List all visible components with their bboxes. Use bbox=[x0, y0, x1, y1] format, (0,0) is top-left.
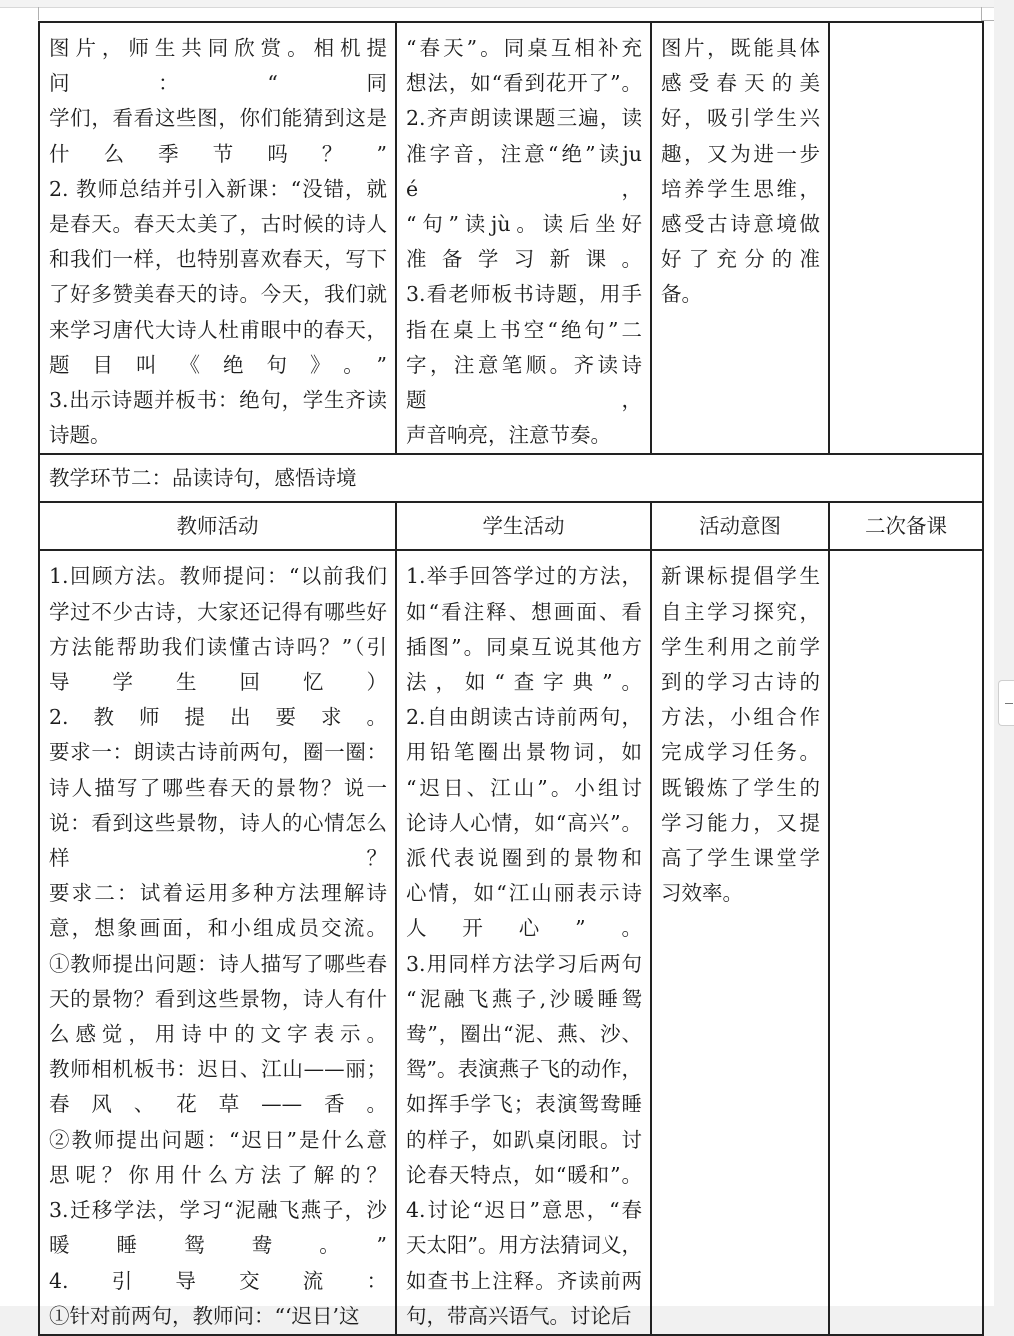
text-line: 2.自由朗读古诗前两句， bbox=[406, 705, 642, 730]
text-line: 图片，师生共同欣赏。相机提问：“同 bbox=[49, 36, 387, 96]
table-row-intro bbox=[39, 22, 983, 454]
text-line: 2.齐声朗读课题三遍，读 bbox=[406, 106, 642, 131]
text-line: 暖睡鸳鸯。” bbox=[49, 1233, 387, 1258]
section-title[interactable]: 教学环节二：品读诗句，感悟诗境 bbox=[39, 454, 983, 502]
text-line: “迟日、江山”。小组讨 bbox=[406, 775, 642, 800]
text-line: 4.讨论“迟日”意思，“春 bbox=[406, 1198, 642, 1223]
text-line: ①针对前两句，教师问：“‘迟日’这 bbox=[49, 1303, 360, 1328]
text-line: 方法，小组合作 bbox=[661, 705, 820, 730]
cell-student-activity-intro[interactable] bbox=[396, 22, 651, 454]
table-row-main bbox=[39, 550, 983, 1334]
text-line: 3.迁移学法，学习“泥融飞燕子，沙 bbox=[49, 1198, 387, 1223]
text-line: 样？ bbox=[49, 846, 387, 871]
text-line: ②教师提出问题：“迟日”是什么意 bbox=[49, 1127, 387, 1152]
text-line: 诗人描写了哪些春天的景物？说一 bbox=[49, 775, 387, 800]
page-top-gap bbox=[0, 0, 994, 8]
text-line: 了好多赞美春天的诗。今天，我们就 bbox=[49, 282, 387, 307]
text-line: 要求一：朗读古诗前两句，圈一圈： bbox=[49, 740, 387, 765]
text-line: “句”读jù。读后坐好 bbox=[406, 212, 642, 237]
table-row-section-title bbox=[39, 454, 983, 502]
text-line: 完成学习任务。 bbox=[661, 740, 820, 765]
text-line: 4.引导交流： bbox=[49, 1268, 387, 1293]
text-line: 学习能力，又提 bbox=[661, 810, 820, 835]
text-line: 如挥手学飞；表演鸳鸯睡 bbox=[406, 1092, 642, 1117]
text-line: 学过不少古诗，大家还记得有哪些好 bbox=[49, 599, 387, 624]
text-line: 用铅笔圈出景物词，如 bbox=[406, 740, 642, 765]
text-line: 心情，如“江山丽表示诗 bbox=[406, 881, 642, 906]
text-line: 字，注意笔顺。齐读诗题， bbox=[406, 352, 642, 413]
cell-student-activity-main[interactable] bbox=[396, 550, 651, 1334]
text-line: 说：看到这些景物，诗人的心情怎么 bbox=[49, 810, 387, 835]
text-line: 么感觉，用诗中的文字表示。 bbox=[49, 1022, 387, 1047]
cell-teacher-activity-intro[interactable] bbox=[39, 22, 396, 454]
page-corner-mark-right bbox=[981, 7, 982, 20]
text-line: 1.举手回答学过的方法， bbox=[406, 564, 642, 589]
text-line: 思呢？你用什么方法了解的？ bbox=[49, 1162, 387, 1187]
text-line: 诗题。 bbox=[49, 423, 111, 448]
text-line: 句，带高兴语气。讨论后 bbox=[406, 1303, 632, 1328]
text-line: 学们，看看这些图，你们能猜到这是 bbox=[49, 106, 387, 131]
text-line: 教师相机板书：迟日、江山——丽； bbox=[49, 1057, 387, 1082]
text-line: 到的学习古诗的 bbox=[661, 670, 820, 695]
text-line: 3.用同样方法学习后两句 bbox=[406, 951, 642, 976]
text-line: 天太阳”。用方法猜词义， bbox=[406, 1233, 642, 1258]
text-line: 1.回顾方法。教师提问：“以前我们 bbox=[49, 564, 387, 589]
text-line: 新课标提倡学生 bbox=[661, 564, 820, 589]
text-line: 题目叫《绝句》。” bbox=[49, 352, 387, 377]
text-line: 准备学习新课。 bbox=[406, 247, 642, 272]
text-line: 自主学习探究， bbox=[661, 599, 820, 624]
lesson-plan-table bbox=[38, 21, 984, 1336]
text-line: 2.教师提出要求。 bbox=[49, 705, 387, 730]
text-line: 趣，又为进一步 bbox=[661, 141, 820, 166]
text-line: 好，吸引学生兴 bbox=[661, 106, 820, 131]
text-line: 春风、花草——香。 bbox=[49, 1092, 387, 1117]
text-line: 好了充分的准 bbox=[661, 247, 820, 272]
text-line: 天的景物？看到这些景物，诗人有什 bbox=[49, 986, 387, 1011]
header-second-prep: 二次备课 bbox=[829, 502, 983, 550]
table-row-headers bbox=[39, 502, 983, 550]
text-line: 鸯”，圈出“泥、燕、沙、 bbox=[406, 1022, 642, 1047]
cell-teacher-activity-main[interactable] bbox=[39, 550, 396, 1334]
text-line: 3.出示诗题并板书：绝句，学生齐读 bbox=[49, 388, 387, 413]
text-line: 习效率。 bbox=[661, 881, 743, 906]
text-line: 派代表说圈到的景物和 bbox=[406, 846, 642, 871]
text-line: 准字音，注意“绝”读jué， bbox=[406, 141, 642, 201]
text-line: 插图”。同桌互说其他方 bbox=[406, 634, 642, 659]
side-panel-toggle-button[interactable] bbox=[998, 680, 1014, 726]
text-line: 想法，如“看到花开了”。 bbox=[406, 71, 642, 96]
text-line: 3.看老师板书诗题，用手 bbox=[406, 282, 642, 307]
text-line: 图片，既能具体 bbox=[661, 36, 820, 60]
text-line: 声音响亮，注意节奏。 bbox=[406, 423, 611, 448]
text-line: 感受古诗意境做 bbox=[661, 212, 820, 237]
text-line: 培养学生思维， bbox=[661, 176, 820, 201]
text-line: ①教师提出问题：诗人描写了哪些春 bbox=[49, 951, 387, 976]
text-line: 如查书上注释。齐读前两 bbox=[406, 1268, 642, 1293]
text-line: 学生利用之前学 bbox=[661, 634, 820, 659]
text-line: 高了学生课堂学 bbox=[661, 846, 820, 871]
text-line: 人开心”。 bbox=[406, 916, 642, 941]
text-line: “春天”。同桌互相补充 bbox=[406, 36, 642, 60]
text-line: 方法能帮助我们读懂古诗吗？”（引 bbox=[49, 634, 387, 659]
text-line: 感受春天的美 bbox=[661, 71, 820, 96]
text-line: 既锻炼了学生的 bbox=[661, 775, 820, 800]
text-line: 2. 教师总结并引入新课：“没错，就 bbox=[49, 176, 387, 201]
text-line: 论诗人心情，如“高兴”。 bbox=[406, 810, 642, 835]
text-line: 和我们一样，也特别喜欢春天，写下 bbox=[49, 247, 387, 272]
cell-activity-intent-main[interactable] bbox=[651, 550, 829, 1334]
header-student-activity: 学生活动 bbox=[396, 502, 651, 550]
text-line: 备。 bbox=[661, 282, 702, 307]
minus-icon bbox=[1005, 703, 1013, 704]
text-line: 来学习唐代大诗人杜甫眼中的春天， bbox=[49, 317, 387, 342]
cell-second-prep-intro[interactable] bbox=[829, 22, 983, 454]
header-activity-intent: 活动意图 bbox=[651, 502, 829, 550]
text-line: “泥融飞燕子,沙暖睡鸳 bbox=[406, 986, 642, 1011]
text-line: 的样子，如趴桌闭眼。讨 bbox=[406, 1127, 642, 1152]
header-teacher-activity: 教师活动 bbox=[39, 502, 396, 550]
text-line: 法，如“查字典”。 bbox=[406, 670, 642, 695]
text-line: 导学生回忆） bbox=[49, 670, 387, 695]
text-line: 是春天。春天太美了，古时候的诗人 bbox=[49, 212, 387, 237]
page-corner-mark-left bbox=[38, 7, 39, 20]
text-line: 论春天特点，如“暖和”。 bbox=[406, 1162, 642, 1187]
text-line: 指在桌上书空“绝句”二 bbox=[406, 317, 642, 342]
text-line: 如“看注释、想画面、看 bbox=[406, 599, 642, 624]
cell-activity-intent-intro[interactable] bbox=[651, 22, 829, 454]
cell-second-prep-main[interactable] bbox=[829, 550, 983, 1334]
text-line: 鸳”。表演燕子飞的动作， bbox=[406, 1057, 642, 1082]
text-line: 要求二：试着运用多种方法理解诗 bbox=[49, 881, 387, 906]
text-line: 意，想象画面，和小组成员交流。 bbox=[49, 916, 387, 941]
text-line: 什么季节吗？” bbox=[49, 141, 387, 166]
